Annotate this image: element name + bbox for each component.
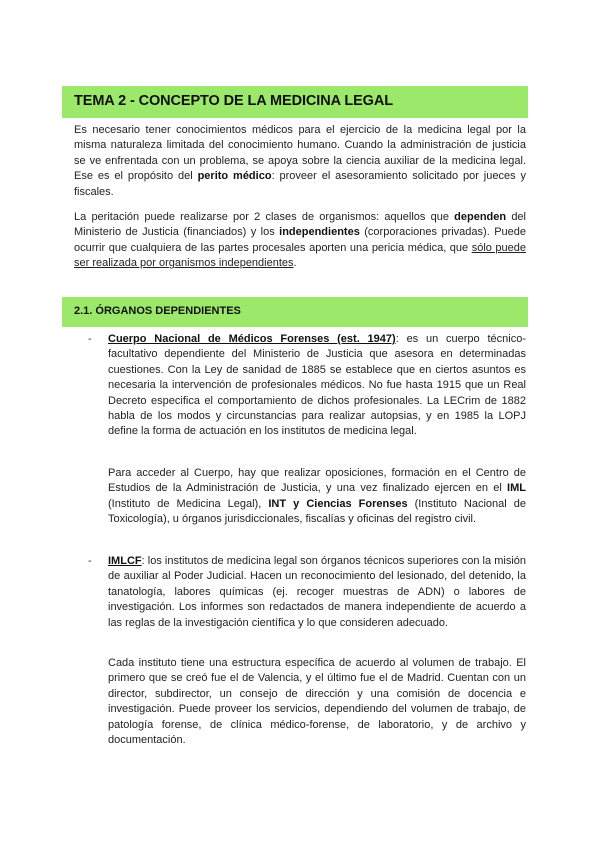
iml-term: IML (507, 482, 526, 495)
bullet-marker-2: - (88, 555, 92, 567)
intro-p2-text-end: . (293, 257, 297, 270)
dependen-term: dependen (454, 211, 507, 223)
item2-p1-text: : los institutos de medicina legal son órganos técnicos superiores con la misión de auxiliar al Poder Judicial. Hacen un reconocimiento del lesionado, del detenido, la tanatología, labores químicas (ej. recoger muestras de ADN) o labores de investigación. Los informes son redactados de manera independiente de acuerdo a las reglas de la investigación científica y lo que consideren adecuado. (108, 555, 526, 629)
item1-p2-text-2: (Instituto de Medicina Legal), (108, 497, 269, 510)
item1-paragraph-1 (108, 332, 526, 440)
intro-p1-text-end: : proveer el asesoramiento solicitado por jueces y fiscales. (74, 170, 526, 198)
item2-p2-text: Cada instituto tiene una estructura específica de acuerdo al volumen de trabajo. El primero que se creó fue el de Valencia, y el último fue el de Madrid. Cuentan con un director, subdirector, un consejo de dirección y una comisión de docencia e investigación. Puede proveer los servicios, dependiendo del volumen de trabajo, de patología forense, de clínica médico-forense, de laboratorio, y de archivo y documentación. (108, 657, 526, 747)
item1-p1-text: : es un cuerpo técnico-facultativo dependiente del Ministerio de Justicia que asesora en determinadas cuestiones. Con la Ley de sanidad de 1885 se establece que en ciertos asuntos es necesaria la intervención de profesionales médicos. No fue hasta 1915 que un Real Decreto especifica el comportamiento de dichos profesionales. La LECrim de 1882 habla de los modos y circunstancias para realizar autopsias, y en 1985 la LOPJ define la forma de actuación en los institutos de medicina legal. (108, 333, 526, 438)
intro-paragraph-1 (74, 123, 526, 200)
cuerpo-nacional-term: Cuerpo Nacional de Médicos Forenses (est. 1947) (108, 333, 396, 345)
item1-p2-text: Para acceder al Cuerpo, hay que realizar oposiciones, formación en el Centro de Estudios de la Administración de Justicia, y una vez finalizado ejercen en el (108, 467, 526, 495)
item2-paragraph-1 (108, 554, 526, 631)
intro-p1-text: Es necesario tener conocimientos médicos para el ejercicio de la medicina legal por la misma naturaleza limitada del conocimiento humano. Cuando la administración de justicia se ve enfrentada con un problema, se apoya sobre la ciencia auxiliar de la medicina legal. Ese es el propósito del (74, 124, 526, 183)
item2-paragraph-2 (108, 656, 526, 748)
independientes-term: independientes (279, 226, 360, 239)
imlcf-term: IMLCF (108, 555, 142, 567)
item1-p2-text-3: (Instituto Nacional de Toxicología), u órganos jurisdiccionales, fiscalías y oficinas del registro civil. (108, 497, 526, 526)
page-title: TEMA 2 - CONCEPTO DE LA MEDICINA LEGAL (74, 93, 393, 109)
intro-p2-text-2: del Ministerio de Justicia (financiados) y los (74, 211, 526, 239)
intro-p2-text-3: (corporaciones privadas). Puede ocurrir que cualquiera de las partes procesales aporten una pericia médica, que (74, 226, 526, 254)
underlined-phrase: sólo puede ser realizada por organismos independientes (74, 241, 527, 270)
intro-p2-text: La peritación puede realizarse por 2 clases de organismos: aquellos que (74, 211, 455, 223)
title-banner (62, 86, 528, 118)
intro-paragraph-2 (74, 210, 526, 272)
perito-medico-term: perito médico (197, 170, 272, 183)
item1-paragraph-2 (108, 466, 526, 528)
section-heading: 2.1. ÓRGANOS DEPENDIENTES (74, 305, 241, 317)
int-term: INT y Ciencias Forenses (268, 497, 408, 510)
bullet-marker-1: - (88, 333, 92, 345)
section-banner (62, 297, 528, 327)
